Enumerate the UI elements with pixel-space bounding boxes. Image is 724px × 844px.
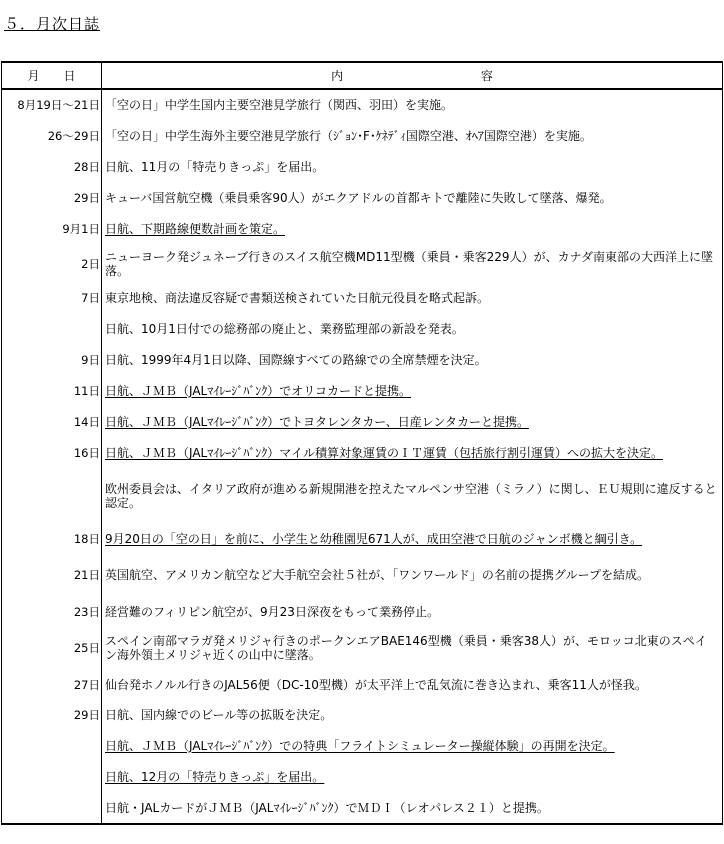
- entry-text: 日航、11月の「特売りきっぷ」を届出。: [105, 159, 325, 174]
- entry-date: 7日: [2, 283, 102, 313]
- entry-date: 28日: [2, 151, 102, 182]
- table-row: [2, 120, 723, 151]
- entry-content: [102, 437, 723, 469]
- entry-text: 英国航空、アメリカン航空など大手航空会社５社が、「ワンワールド」の名前の提携グループを結成。: [105, 568, 649, 582]
- content-column-header: [102, 62, 723, 89]
- entry-date: 26～29日: [2, 120, 102, 151]
- table-row: [2, 437, 723, 469]
- table-row: [2, 700, 723, 730]
- entry-date: 11日: [2, 375, 102, 406]
- entry-text: 「空の日」中学生国内主要空港見学旅行（関西、羽田）を実施。: [105, 98, 454, 112]
- table-row: [2, 627, 723, 669]
- entry-text: 日航、ＪＭＢ（JALﾏｲﾚｰｼﾞﾊﾞﾝｸ）マイル積算対象運賃のＩＴ運賃（包括旅行割引運賃）への拡大を決定。: [105, 446, 663, 460]
- table-row: [2, 596, 723, 627]
- table-row: [2, 792, 723, 824]
- table-row: [2, 213, 723, 244]
- entry-date: 16日: [2, 437, 102, 469]
- entry-text: 日航、ＪＭＢ（JALﾏｲﾚｰｼﾞﾊﾞﾝｸ）でオリコカードと提携。: [105, 383, 411, 398]
- entry-text: 日航、ＪＭＢ（JALﾏｲﾚｰｼﾞﾊﾞﾝｸ）での特典「フライトシミュレーター操縦体験」の再開を決定。: [105, 738, 615, 753]
- entry-text: 日航、ＪＭＢ（JALﾏｲﾚｰｼﾞﾊﾞﾝｸ）でトヨタレンタカー、日産レンタカーと提携。: [105, 414, 529, 429]
- table-row: [2, 182, 723, 213]
- table-row: [2, 344, 723, 375]
- table-row: [2, 554, 723, 596]
- entry-date: 18日: [2, 523, 102, 554]
- entry-date: 25日: [2, 627, 102, 669]
- entry-date: [2, 792, 102, 824]
- entry-content: [102, 761, 723, 792]
- entry-content: [102, 89, 723, 120]
- entry-date: [2, 761, 102, 792]
- table-row: [2, 761, 723, 792]
- table-row: [2, 730, 723, 761]
- log-entries: [2, 89, 723, 824]
- entry-text: 日航、1999年4月1日以降、国際線すべての路線での全席禁煙を決定。: [105, 352, 487, 367]
- entry-content: [102, 313, 723, 344]
- entry-content: [102, 554, 723, 596]
- entry-content: [102, 120, 723, 151]
- entry-text: 9月20日の「空の日」を前に、小学生と幼稚園児671人が、成田空港で日航のジャンボ機と綱引き。: [105, 531, 643, 546]
- content-header-char-2: 容: [480, 69, 493, 83]
- table-row: [2, 523, 723, 554]
- table-row: [2, 89, 723, 120]
- entry-text: 「空の日」中学生海外主要空港見学旅行（ｼﾞｮﾝ･F･ｹﾈﾃﾞｨ国際空港、ｵﾍｱ国際空港）を実施。: [105, 128, 592, 143]
- entry-content: [102, 344, 723, 375]
- table-row: [2, 406, 723, 437]
- entry-date: 9日: [2, 344, 102, 375]
- table-row: [2, 375, 723, 406]
- table-header-row: [2, 62, 723, 89]
- table-row: [2, 244, 723, 283]
- entry-content: [102, 669, 723, 700]
- entry-text: 日航・JALカードがＪＭＢ（JALﾏｲﾚｰｼﾞﾊﾞﾝｸ）でＭＤＩ（レオパレス２１）と提携。: [105, 800, 549, 815]
- entry-text: スペイン南部マラガ発メリジャ行きのポークンエアBAE146型機（乗員・乗客38人）が、モロッコ北東のスペイン海外領土メリジャ近くの山中に墜落。: [105, 634, 707, 662]
- table-row: [2, 469, 723, 523]
- entry-content: [102, 700, 723, 730]
- entry-content: [102, 596, 723, 627]
- monthly-log-table: [1, 61, 723, 825]
- entry-date: 9月1日: [2, 213, 102, 244]
- entry-content: [102, 182, 723, 213]
- entry-text: 日航、12月の「特売りきっぷ」を届出。: [105, 769, 325, 784]
- entry-content: [102, 627, 723, 669]
- page-title: ５．月次日誌: [4, 15, 101, 33]
- entry-content: [102, 151, 723, 182]
- entry-text: 東京地検、商法違反容疑で書類送検されていた日航元役員を略式起訴。: [105, 291, 490, 305]
- table-row: [2, 151, 723, 182]
- entry-content: [102, 213, 723, 244]
- entry-content: [102, 406, 723, 437]
- entry-text: 日航、下期路線便数計画を策定。: [105, 221, 286, 236]
- entry-content: [102, 523, 723, 554]
- entry-text: キューバ国営航空機（乗員乗客90人）がエクアドルの首都キトで離陸に失敗して墜落、爆発。: [105, 190, 612, 205]
- entry-date: 21日: [2, 554, 102, 596]
- entry-text: 経営難のフィリピン航空が、9月23日深夜をもって業務停止。: [105, 604, 439, 619]
- entry-date: 8月19日～21日: [2, 89, 102, 120]
- entry-text: 仙台発ホノルル行きのJAL56便（DC-10型機）が太平洋上で乱気流に巻き込まれ、乗客11人が怪我。: [105, 677, 647, 692]
- entry-date: 14日: [2, 406, 102, 437]
- entry-content: [102, 283, 723, 313]
- entry-date: 23日: [2, 596, 102, 627]
- entry-content: [102, 792, 723, 824]
- date-column-header: 月 日: [2, 62, 102, 89]
- table-row: [2, 283, 723, 313]
- table-row: [2, 313, 723, 344]
- entry-text: 日航、国内線でのビール等の拡販を決定。: [105, 708, 333, 722]
- entry-content: [102, 469, 723, 523]
- entry-content: [102, 730, 723, 761]
- entry-date: [2, 469, 102, 523]
- entry-date: 29日: [2, 182, 102, 213]
- entry-content: [102, 375, 723, 406]
- entry-content: [102, 244, 723, 283]
- entry-date: 27日: [2, 669, 102, 700]
- entry-text: ニューヨーク発ジュネーブ行きのスイス航空機MD11型機（乗員・乗客229人）が、カナダ南東部の大西洋上に墜落。: [105, 249, 713, 278]
- table-row: [2, 669, 723, 700]
- entry-text: 欧州委員会は、イタリア政府が進める新規開港を控えたマルペンサ空港（ミラノ）に関し、ＥＵ規則に違反すると認定。: [105, 482, 717, 510]
- entry-text: 日航、10月1日付での総務部の廃止と、業務監理部の新設を発表。: [105, 321, 464, 336]
- entry-date: 29日: [2, 700, 102, 730]
- content-header-char-1: 内: [331, 69, 344, 83]
- entry-date: [2, 313, 102, 344]
- entry-date: [2, 730, 102, 761]
- entry-date: 2日: [2, 244, 102, 283]
